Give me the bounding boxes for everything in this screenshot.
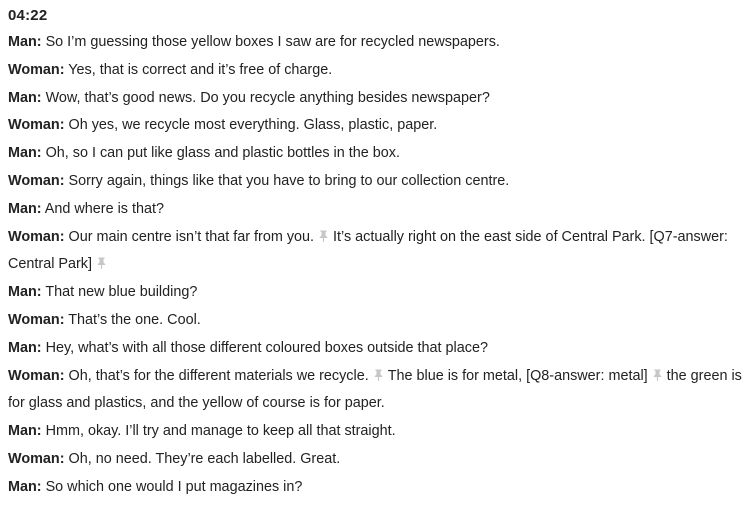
- line-text: So I’m guessing those yellow boxes I saw are for recycled newspapers.: [41, 34, 500, 50]
- line-text: The blue is for metal, [Q8-answer: metal]: [387, 367, 648, 384]
- speaker-label: Woman:: [8, 311, 65, 328]
- transcript-line: [8, 474, 745, 502]
- line-text: That new blue building?: [41, 284, 198, 301]
- transcript-line: [8, 279, 745, 307]
- transcript-line: [8, 57, 745, 85]
- line-text: the green is for glass and plastics, and the yellow of course is for paper.: [8, 367, 742, 412]
- speaker-label: Woman:: [8, 172, 65, 189]
- pin-icon: [319, 230, 328, 242]
- transcript-line: [8, 85, 745, 113]
- line-text: Wow, that’s good news. Do you recycle anything besides newspaper?: [41, 89, 490, 106]
- transcript-line: [8, 363, 745, 419]
- transcript-lines: [8, 29, 745, 502]
- line-text: So which one would I put magazines in?: [41, 478, 303, 495]
- line-text: Oh, no need. They’re each labelled. Great.: [64, 450, 341, 467]
- speaker-label: Man:: [8, 339, 42, 356]
- speaker-label: Woman:: [8, 450, 65, 467]
- line-text: That’s the one. Cool.: [64, 311, 201, 328]
- line-text: Oh, so I can put like glass and plastic bottles in the box.: [41, 145, 400, 162]
- speaker-label: Woman:: [8, 117, 65, 134]
- line-text: Hey, what’s with all those different coloured boxes outside that place?: [41, 339, 488, 356]
- speaker-label: Man:: [8, 423, 42, 440]
- transcript-line: [8, 112, 745, 140]
- transcript-line: [8, 196, 745, 224]
- line-text: It’s actually right on the east side of Central Park. [Q7-answer: Central Park]: [8, 228, 728, 273]
- transcript-line: [8, 418, 745, 446]
- speaker-label: Man:: [8, 478, 42, 495]
- transcript-line: [8, 140, 745, 168]
- line-text: Sorry again, things like that you have to bring to our collection centre.: [64, 172, 510, 189]
- line-text: Hmm, okay. I’ll try and manage to keep all that straight.: [41, 423, 396, 440]
- line-text: And where is that?: [41, 200, 164, 217]
- transcript-line: [8, 307, 745, 335]
- transcript-line: [8, 446, 745, 474]
- transcript-line: [8, 224, 745, 280]
- speaker-label: Woman:: [8, 228, 65, 245]
- transcript-line: [8, 29, 745, 57]
- speaker-label: Man:: [8, 200, 42, 217]
- line-text: Our main centre isn’t that far from you.: [64, 228, 315, 245]
- transcript-line: [8, 335, 745, 363]
- speaker-label: Man:: [8, 89, 42, 106]
- speaker-label: Man:: [8, 284, 42, 301]
- speaker-label: Woman:: [8, 61, 65, 78]
- speaker-label: Woman:: [8, 367, 65, 384]
- pin-icon: [97, 257, 106, 269]
- timestamp: 04:22: [8, 7, 48, 24]
- pin-icon: [374, 369, 383, 381]
- speaker-label: Man:: [8, 145, 42, 162]
- line-text: Oh, that’s for the different materials we recycle.: [64, 367, 369, 384]
- line-text: Oh yes, we recycle most everything. Glass, plastic, paper.: [64, 117, 438, 134]
- transcript-line: [8, 168, 745, 196]
- pin-icon: [653, 369, 662, 381]
- speaker-label: Man:: [8, 34, 42, 50]
- line-text: Yes, that is correct and it’s free of charge.: [64, 61, 333, 78]
